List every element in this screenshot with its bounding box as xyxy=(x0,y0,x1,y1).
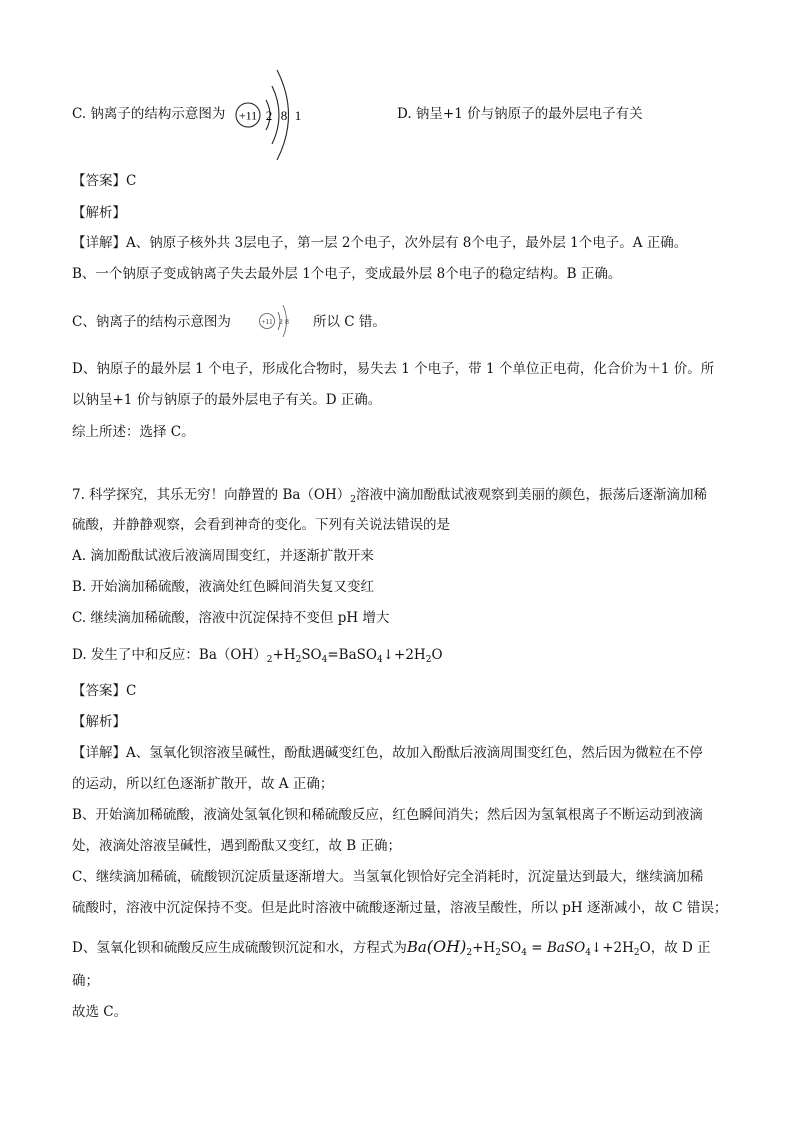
q6-option-d: D. 钠呈+1 价与钠原子的最外层电子有关 xyxy=(397,106,643,122)
q6-analysis-line: D、钠原子的最外层 1 个电子，形成化合物时，易失去 1 个电子，带 1 个单位正电荷，化合价为＋1 价。所 xyxy=(72,361,715,377)
q7-analysis-line: 硫酸时，溶液中沉淀保持不变。但是此时溶液中硫酸逐渐过量，溶液呈酸性，所以 pH 逐渐减小，故 C 错误； xyxy=(72,900,728,916)
q7-analysis-line: B、开始滴加稀硫酸，液滴处氢氧化钡和稀硫酸反应，红色瞬间消失；然后因为氢氧根离子不断运动到液滴 xyxy=(72,807,703,823)
q7-analysis-line: 的运动，所以红色逐渐扩散开，故 A 正确； xyxy=(72,776,334,792)
q6-analysis-line: B、一个钠原子变成钠离子失去最外层 1个电子，变成最外层 8个电子的稳定结构。B 正确。 xyxy=(72,266,622,282)
q6-analysis-line: 以钠呈+1 价与钠原子的最外层电子有关。D 正确。 xyxy=(72,392,382,408)
sodium-ion-structure-diagram-2 xyxy=(256,296,300,346)
q6-analysis-c-suffix: 所以 C 错。 xyxy=(313,314,386,330)
shell-count-1: 2 xyxy=(279,317,283,326)
sodium-ion-structure-diagram-1 xyxy=(232,66,312,166)
q7-stem-line-2: 硫酸，并静静观察，会看到神奇的变化。下列有关说法错误的是 xyxy=(72,517,450,533)
shell-count-1: 2 xyxy=(265,108,273,123)
nucleus-charge: +11 xyxy=(261,317,273,326)
q7-final: 故选 C。 xyxy=(72,1004,128,1020)
q6-analysis-heading: 【解析】 xyxy=(72,205,126,221)
shell-count-3: 1 xyxy=(294,108,302,123)
q7-analysis-d-equation-line: D、氢氧化钡和硫酸反应生成硫酸钡沉淀和水，方程式为$Ba(OH)_2+H_2SO_4$ = $BaSO_4↓+2H_2O$，故 D 正 xyxy=(72,937,711,958)
q7-stem-line-1: 7. 科学探究，其乐无穷！向静置的 $Ba(OH)_2$溶液中滴加酚酞试液观察到美丽的颜色，振荡后逐渐滴加稀 xyxy=(72,487,708,505)
q6-option-c: C. 钠离子的结构示意图为 xyxy=(72,106,226,122)
q7-option-b: B. 开始滴加稀硫酸，液滴处红色瞬间消失复又变红 xyxy=(72,579,375,595)
q7-option-c: C. 继续滴加稀硫酸，溶液中沉淀保持不变但 pH 增大 xyxy=(72,610,390,626)
q6-analysis-line: 【详解】A、钠原子核外共 3层电子，第一层 2个电子，次外层有 8个电子，最外层 1个电子。A 正确。 xyxy=(72,235,688,251)
q6-summary: 综上所述：选择 C。 xyxy=(72,424,195,440)
q7-analysis-heading: 【解析】 xyxy=(72,714,126,730)
shell-count-2: 8 xyxy=(280,108,288,123)
q7-analysis-line: 处，液滴处溶液呈碱性，遇到酚酞又变红，故 B 正确； xyxy=(72,838,402,854)
q6-answer: 【答案】C xyxy=(72,173,137,189)
q7-analysis-line: C、继续滴加稀硫，硫酸钡沉淀质量逐渐增大。当氢氧化钡恰好完全消耗时，沉淀量达到最大，继续滴加稀 xyxy=(72,869,704,885)
q7-answer: 【答案】C xyxy=(72,683,137,699)
shell-count-2: 8 xyxy=(285,317,289,326)
q7-analysis-line: 【详解】A、氢氧化钡溶液呈碱性，酚酞遇碱变红色，故加入酚酞后液滴周围变红色，然后因为微粒在不停 xyxy=(72,745,703,761)
q7-option-d: D. 发生了中和反应：$Ba(OH)_2+H_2SO_4=BaSO_4↓+2H_2O$ xyxy=(72,647,443,665)
q7-analysis-line: 确； xyxy=(72,973,99,989)
nucleus-charge: +11 xyxy=(238,108,258,123)
q7-option-a: A. 滴加酚酞试液后液滴周围变红，并逐渐扩散开来 xyxy=(72,548,374,564)
q6-analysis-c-prefix: C、钠离子的结构示意图为 xyxy=(72,314,231,330)
